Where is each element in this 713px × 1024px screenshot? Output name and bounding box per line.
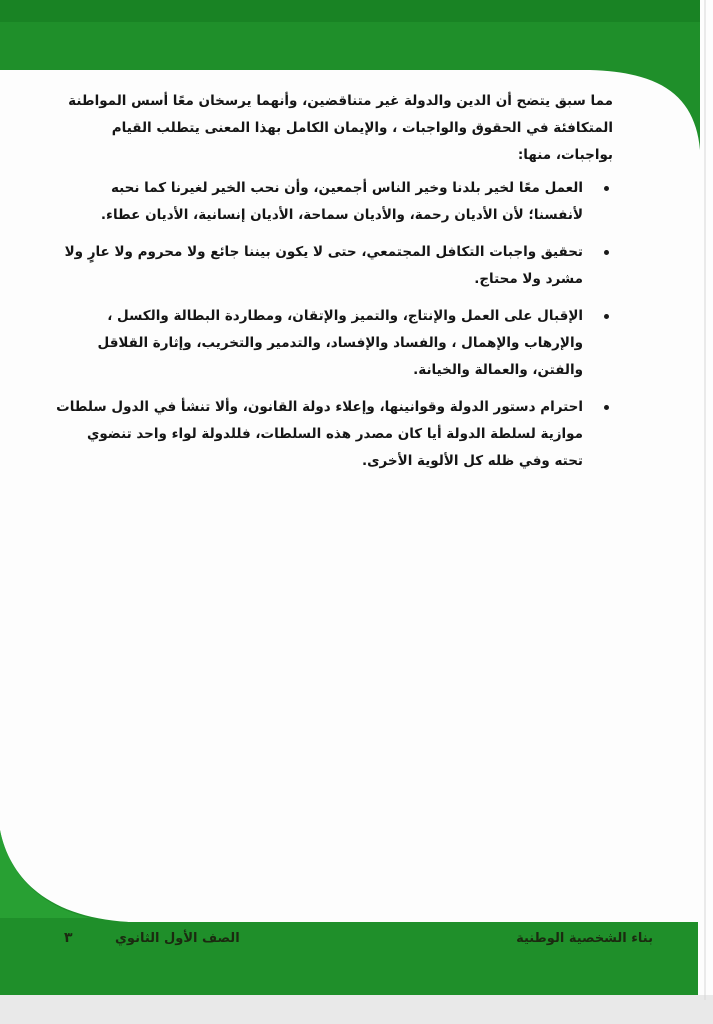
list-item-text: تحقيق واجبات التكافل المجتمعي، حتى لا يكون بيننا جائع ولا محروم ولا عارٍ ولا مشرد ولا محتاج. — [64, 244, 583, 287]
footer-grade: الصف الأول الثانوي — [115, 931, 240, 946]
intro-line-2: والإيمان الكامل بهذا المعنى يتطلب القيام بواجبات، منها: — [111, 120, 613, 163]
list-item — [55, 303, 613, 384]
intro-line-1: مما سبق يتضح أن الدين والدولة غير متناقضين، وأنهما يرسخان معًا أسس المواطنة المتكافئة في الحقوق والواجبات ، — [68, 93, 613, 136]
main-text — [55, 88, 613, 485]
list-item-text: العمل معًا لخير بلدنا وخير الناس أجمعين، وأن نحب الخير لغيرنا كما نحبه لأنفسنا؛ لأن الأديان رحمة، والأديان سماحة، الأديان إنسانية، الأديان عطاء. — [100, 180, 583, 223]
bullet-icon — [604, 186, 609, 191]
page-bottom-edge — [0, 995, 713, 1024]
list-item — [55, 175, 613, 229]
page-number: ٣ — [64, 930, 73, 946]
list-item-text: الإقبال على العمل والإنتاج، والتميز والإتقان، ومطاردة البطالة والكسل ، والإرهاب والإهمال ، والفساد والإفساد، والتدمير والتخريب، وإثارة القلاقل والفتن، والعمالة والخيانة. — [97, 308, 583, 378]
list-item — [55, 394, 613, 475]
list-item-text: احترام دستور الدولة وقوانينها، وإعلاء دولة القانون، وألا تنشأ في الدول سلطات موازية لسلطة الدولة أيا كان مصدر هذه السلطات، فللدولة لواء واحد تنضوي تحته وفي ظله كل الألوية الأخرى. — [56, 399, 583, 469]
bottom-band-light — [0, 830, 90, 918]
bullet-icon — [604, 250, 609, 255]
top-band-shade — [0, 0, 700, 22]
bullet-icon — [604, 314, 609, 319]
footer-book-title: بناء الشخصية الوطنية — [516, 931, 653, 946]
bullet-icon — [604, 405, 609, 410]
duties-list — [55, 175, 613, 475]
intro-paragraph — [55, 88, 613, 169]
bottom-green-band — [0, 830, 698, 995]
list-item — [55, 239, 613, 293]
